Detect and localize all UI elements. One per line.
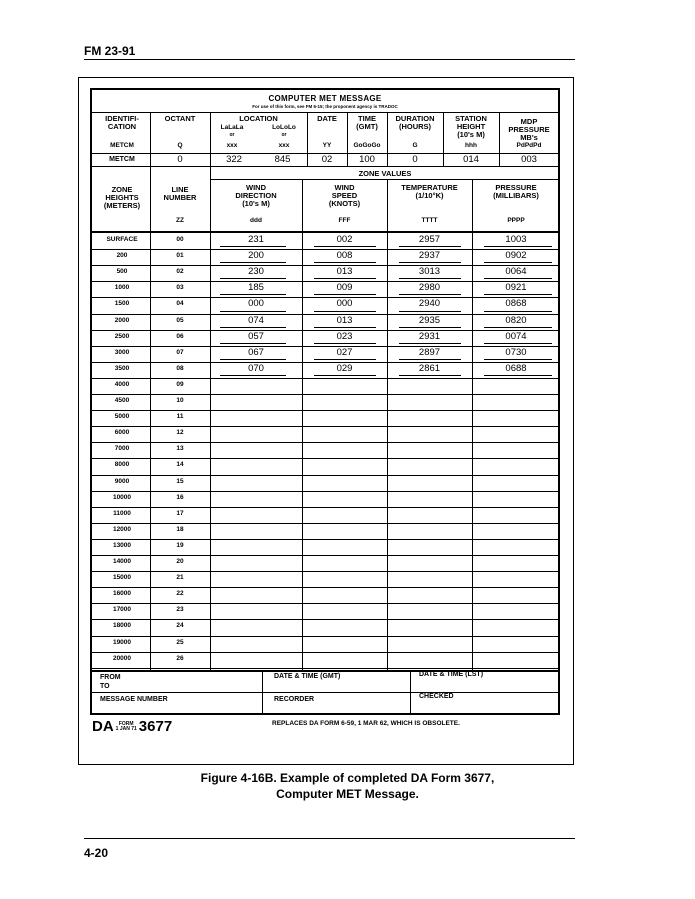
- row-zone: 10000: [112, 493, 132, 501]
- col-line-number: LINE NUMBER: [163, 185, 197, 202]
- row-rule: [92, 426, 558, 427]
- handwritten-underline: [314, 343, 376, 344]
- sym-wind-speed: FFF: [338, 217, 351, 224]
- sym-mdp: PdPdPd: [516, 142, 542, 149]
- vrule-octant: [210, 112, 211, 166]
- handwritten-underline: [484, 262, 552, 263]
- row-line: 26: [176, 654, 184, 662]
- handwritten-underline: [399, 359, 461, 360]
- handwritten-underline: [399, 246, 461, 247]
- handwritten-underline: [314, 311, 376, 312]
- row-dir: 000: [248, 298, 264, 310]
- figure-caption: [0, 770, 695, 802]
- row-temp: 2937: [418, 250, 441, 262]
- row-temp: 2931: [418, 330, 441, 342]
- handwritten-underline: [220, 359, 286, 360]
- row-zone: 15000: [112, 574, 132, 582]
- footer-mid-rule: [92, 692, 558, 693]
- handwritten-underline: [314, 262, 376, 263]
- value-ident: METCM: [109, 156, 135, 163]
- col-location: LOCATION: [239, 114, 278, 123]
- row-zone: 4500: [114, 397, 130, 404]
- handwritten-underline: [399, 294, 461, 295]
- row-zone: 1500: [114, 300, 130, 308]
- row-dir: 185: [248, 282, 264, 294]
- replaces-note: REPLACES DA FORM 6-59, 1 MAR 62, WHICH IS OBSOLETE.: [272, 720, 460, 727]
- row-zone: 500: [116, 268, 128, 276]
- sym-loc1: xxx: [226, 142, 238, 149]
- row-rule: [92, 636, 558, 637]
- row-line: 00: [176, 236, 184, 243]
- sym-wind-dir: ddd: [250, 217, 262, 224]
- handwritten-underline: [399, 343, 461, 344]
- row-pres: 0074: [505, 330, 527, 342]
- footer-date-time-lst: DATE & TIME (LST): [419, 671, 484, 678]
- row-line: 16: [176, 493, 184, 501]
- handwritten-underline: [314, 278, 376, 279]
- location-or-2: or: [281, 132, 287, 138]
- row-rule: [92, 603, 558, 604]
- handwritten-underline: [484, 359, 552, 360]
- row-line: 06: [176, 332, 184, 340]
- handwritten-underline: [220, 278, 286, 279]
- footer-date-time-gmt: DATE & TIME (GMT): [274, 673, 341, 680]
- row-spd: 000: [336, 298, 353, 310]
- sym-time: GoGoGo: [353, 142, 381, 149]
- row-pres: 0064: [505, 266, 527, 278]
- row-zone: 12000: [112, 525, 132, 533]
- row-spd: 013: [336, 266, 353, 278]
- handwritten-underline: [314, 246, 376, 247]
- handwritten-underline: [220, 246, 286, 247]
- row-pres: 0868: [505, 298, 527, 310]
- row-dir: 067: [248, 346, 264, 358]
- form-number-digits: 3677: [138, 718, 173, 735]
- row-zone: 11000: [113, 509, 131, 517]
- sym-station: hhh: [465, 142, 477, 149]
- sym-pressure: PPPP: [507, 217, 525, 224]
- row-rule: [92, 378, 558, 379]
- col-mdp-pressure: MDP PRESSURE MB's: [508, 117, 550, 142]
- handwritten-underline: [220, 375, 286, 376]
- row-zone: 13000: [112, 541, 132, 549]
- row-temp: 2957: [418, 234, 441, 245]
- row-line: 15: [176, 477, 184, 485]
- row-dir: 231: [248, 234, 264, 245]
- handwritten-underline: [399, 375, 461, 376]
- col-station-height: STATION HEIGHT (10's M): [455, 114, 487, 139]
- row-rule: [92, 394, 558, 395]
- row-line: 21: [176, 574, 184, 582]
- row-pres: 1003: [505, 234, 527, 245]
- row-line: 23: [176, 606, 184, 614]
- handwritten-underline: [484, 294, 552, 295]
- row-spd: 027: [336, 346, 353, 358]
- value-octant: 0: [177, 154, 183, 165]
- footer-checked: CHECKED: [419, 693, 454, 700]
- form-number-small: FORM 1 JAN 71: [115, 721, 137, 733]
- row-temp: 2897: [418, 346, 441, 358]
- value-station: 014: [463, 154, 479, 165]
- row-pres: 0902: [505, 250, 527, 262]
- row-zone: 6000: [114, 429, 130, 437]
- handwritten-underline: [314, 359, 376, 360]
- row-dir: 230: [248, 266, 264, 278]
- row-temp: 2940: [418, 298, 441, 310]
- row-zone: 20000: [112, 654, 132, 662]
- row-pres: 0921: [505, 282, 527, 294]
- handwritten-underline: [484, 375, 552, 376]
- row-line: 08: [176, 364, 184, 372]
- row-line: 01: [176, 252, 184, 260]
- location-or-1: or: [229, 132, 235, 138]
- row-spd: 008: [336, 250, 353, 262]
- form-subtitle: For use of this form, see FM 6-15; the proponent agency is TRADOC: [252, 104, 398, 109]
- row-zone: 1000: [114, 284, 130, 292]
- row-zone: 17000: [112, 606, 132, 614]
- values-bottom-rule: [92, 166, 558, 167]
- vrule-station: [499, 112, 500, 166]
- vrule-time: [387, 112, 388, 166]
- zone-values-rule: [210, 179, 560, 180]
- row-rule: [92, 475, 558, 476]
- row-rule: [92, 555, 558, 556]
- row-line: 10: [176, 397, 184, 404]
- row-spd: 029: [336, 362, 353, 374]
- col-duration: DURATION (HOURS): [395, 114, 435, 131]
- vrule-footer-2: [410, 670, 411, 713]
- row-rule: [92, 507, 558, 508]
- row-line: 02: [176, 268, 184, 276]
- location-lon-sym: LoLoLo: [272, 124, 296, 131]
- col-identification: IDENTIFI- CATION: [105, 114, 139, 131]
- row-zone: 5000: [114, 413, 130, 421]
- caption-line-2: Computer MET Message.: [276, 787, 419, 801]
- row-spd: 023: [336, 330, 353, 342]
- row-zone: 3500: [114, 364, 130, 372]
- row-dir: 074: [248, 314, 264, 326]
- col-wind-speed: WIND SPEED (KNOTS): [328, 183, 361, 208]
- handwritten-underline: [220, 327, 286, 328]
- value-loc1: 322: [226, 154, 242, 165]
- handwritten-underline: [399, 278, 461, 279]
- handwritten-underline: [399, 262, 461, 263]
- footer-recorder: RECORDER: [274, 696, 315, 703]
- title-rule: [92, 112, 558, 113]
- row-zone: 2000: [114, 316, 130, 324]
- row-line: 24: [176, 622, 184, 630]
- row-zone: 7000: [114, 445, 130, 453]
- vrule-date: [347, 112, 348, 166]
- row-zone: 3000: [114, 348, 130, 356]
- row-line: 18: [176, 525, 184, 533]
- handwritten-underline: [484, 327, 552, 328]
- row-line: 25: [176, 638, 184, 646]
- handwritten-underline: [399, 327, 461, 328]
- row-rule: [92, 571, 558, 572]
- row-line: 20: [176, 558, 184, 565]
- row-zone: 14000: [112, 558, 132, 565]
- row-temp: 2935: [418, 314, 441, 326]
- handwritten-underline: [399, 311, 461, 312]
- page-header: FM 23-91: [84, 44, 136, 58]
- row-line: 03: [176, 284, 184, 292]
- vrule-duration: [443, 112, 444, 166]
- form-title: COMPUTER MET MESSAGE: [268, 94, 382, 103]
- row-rule: [92, 652, 558, 653]
- handwritten-underline: [220, 262, 286, 263]
- row-line: 12: [176, 429, 184, 437]
- sym-line: ZZ: [176, 217, 184, 224]
- row-zone: 18000: [112, 622, 132, 630]
- row-zone: 4000: [114, 380, 130, 388]
- row-rule: [92, 619, 558, 620]
- row-spd: 002: [336, 234, 353, 245]
- vrule-footer-1: [262, 670, 263, 713]
- vrule-location: [307, 112, 308, 166]
- col-temperature: TEMPERATURE (1/10°K): [401, 183, 458, 200]
- row-rule: [92, 539, 558, 540]
- handwritten-underline: [484, 278, 552, 279]
- row-pres: 0688: [505, 362, 527, 374]
- row-dir: 200: [248, 250, 264, 262]
- row-spd: 013: [336, 314, 353, 326]
- row-line: 17: [176, 509, 184, 517]
- row-zone: 19000: [112, 638, 132, 646]
- col-zone-heights: ZONE HEIGHTS (METERS): [103, 185, 141, 210]
- row-line: 19: [176, 541, 184, 549]
- location-lat-sym: LaLaLa: [220, 124, 244, 131]
- sym-ident: METCM: [110, 142, 134, 149]
- row-pres: 0820: [505, 314, 527, 326]
- row-rule: [92, 523, 558, 524]
- row-line: 22: [176, 590, 184, 598]
- row-zone: 16000: [112, 590, 132, 598]
- row-line: 11: [176, 413, 184, 421]
- row-rule: [92, 442, 558, 443]
- header-rule: [84, 59, 575, 60]
- row-rule: [92, 410, 558, 411]
- handwritten-underline: [220, 294, 286, 295]
- row-rule: [92, 491, 558, 492]
- handwritten-underline: [314, 294, 376, 295]
- handwritten-underline: [314, 375, 376, 376]
- row-zone: 200: [116, 252, 128, 260]
- row-temp: 3013: [418, 266, 441, 278]
- value-duration: 0: [412, 154, 418, 165]
- footer-to: TO: [100, 683, 110, 690]
- col-wind-direction: WIND DIRECTION (10's M): [235, 183, 277, 208]
- value-time: 100: [359, 154, 375, 165]
- row-line: 07: [176, 348, 184, 356]
- row-temp: 2980: [418, 282, 441, 294]
- form-number-prefix: DA: [92, 718, 114, 735]
- value-loc2: 845: [274, 154, 291, 165]
- caption-line-1: Figure 4-16B. Example of completed DA Form 3677,: [200, 771, 495, 785]
- col-date: DATE: [317, 114, 337, 123]
- form-number: [92, 718, 172, 735]
- sym-date: YY: [322, 142, 332, 149]
- row-line: 09: [176, 380, 184, 388]
- col-octant: OCTANT: [164, 114, 196, 123]
- row-line: 04: [176, 300, 184, 308]
- row-temp: 2861: [418, 362, 441, 374]
- row-zone: 9000: [114, 477, 130, 485]
- handwritten-underline: [484, 311, 552, 312]
- vrule-ident: [150, 112, 151, 166]
- handwritten-underline: [220, 343, 286, 344]
- col-pressure: PRESSURE (MILLIBARS): [493, 183, 539, 200]
- sym-duration: G: [412, 142, 418, 149]
- handwritten-underline: [314, 327, 376, 328]
- footer-message-number: MESSAGE NUMBER: [100, 696, 168, 703]
- met-form: [90, 88, 560, 715]
- handwritten-underline: [220, 311, 286, 312]
- handwritten-underline: [484, 246, 552, 247]
- footer-top-rule: [92, 670, 558, 672]
- row-zone: SURFACE: [106, 236, 138, 243]
- sym-temp: TTTT: [421, 217, 438, 224]
- row-pres: 0730: [505, 346, 527, 358]
- value-date: 02: [321, 154, 333, 165]
- row-line: 14: [176, 461, 184, 469]
- row-rule: [92, 458, 558, 459]
- row-line: 05: [176, 316, 184, 324]
- row-rule: [92, 587, 558, 588]
- row-line: 13: [176, 445, 184, 453]
- handwritten-underline: [484, 343, 552, 344]
- row-dir: 070: [248, 362, 264, 374]
- row-rule: [92, 668, 558, 669]
- page-number: 4-20: [84, 846, 109, 860]
- row-zone: 2500: [114, 332, 130, 340]
- row-zone: 8000: [114, 461, 130, 469]
- col-time: TIME (GMT): [356, 114, 378, 131]
- zone-values-label: ZONE VALUES: [358, 169, 412, 178]
- row-spd: 009: [336, 282, 353, 294]
- footer-rule: [84, 838, 575, 839]
- row-dir: 057: [248, 330, 264, 342]
- zone-header-bottom-rule: [92, 231, 558, 233]
- sym-octant: Q: [177, 142, 183, 149]
- value-mdp: 003: [521, 154, 537, 165]
- footer-from: FROM: [100, 674, 121, 681]
- sym-loc2: xxx: [278, 142, 290, 149]
